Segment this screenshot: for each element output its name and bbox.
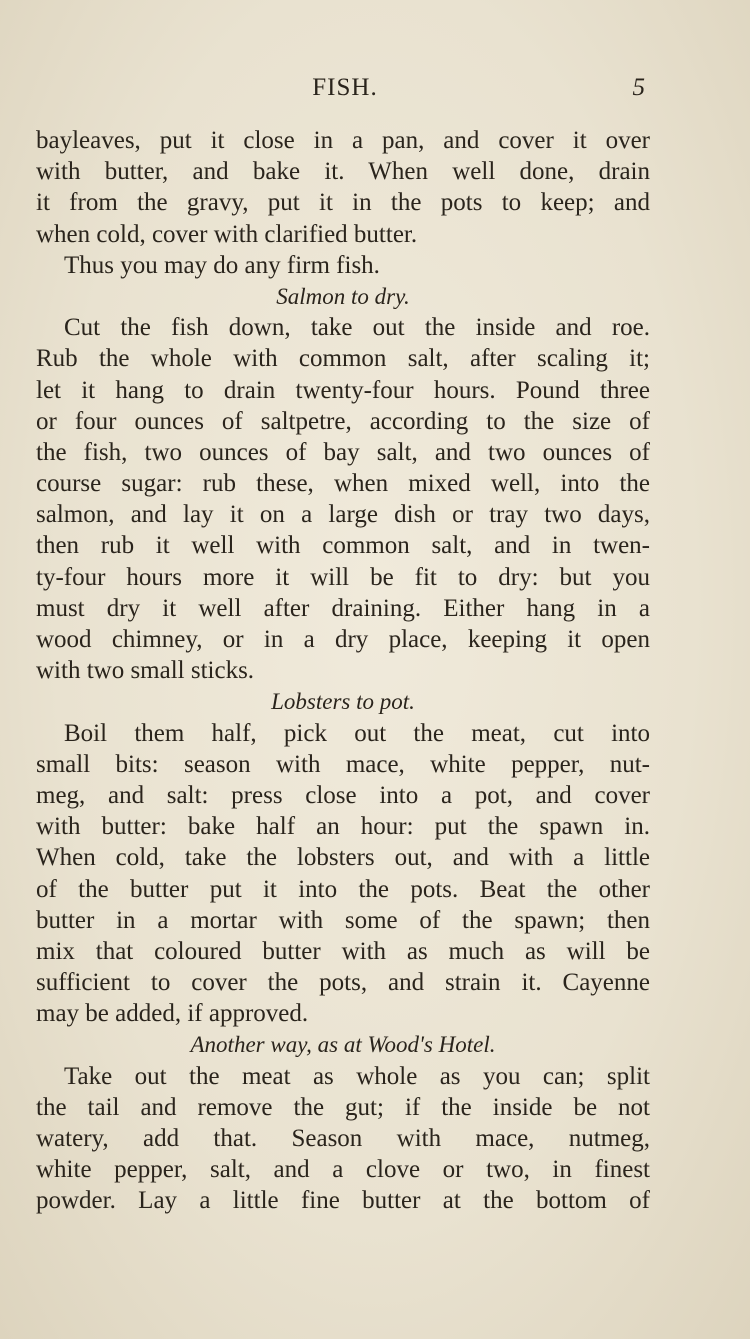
text-line: may be added, if approved.: [36, 1000, 309, 1028]
text-line: watery, add that. Season with mace, nutmeg,: [36, 1125, 650, 1152]
text-line: mix that coloured butter with as much as will be: [36, 937, 650, 965]
text-line: ty-four hours more it will be fit to dry: but you: [36, 563, 650, 591]
text-line: the fish, two ounces of bay salt, and two ounces of: [36, 438, 650, 466]
text-line: meg, and salt: press close into a pot, and cover: [36, 781, 650, 809]
text-line: when cold, cover with clarified butter.: [36, 220, 418, 248]
text-line: it from the gravy, put it in the pots to keep; and: [36, 189, 650, 217]
text-line: with butter: bake half an hour: put the spawn in.: [36, 813, 650, 841]
text-line: with two small sticks.: [36, 657, 255, 685]
text-line: Cut the fish down, take out the inside and roe.: [64, 314, 650, 342]
text-line: wood chimney, or in a dry place, keeping it open: [36, 626, 650, 653]
text-line: Thus you may do any firm fish.: [64, 251, 380, 279]
text-line: or four ounces of saltpetre, according to the size of: [36, 407, 650, 435]
text-line: course sugar: rub these, when mixed well, into the: [36, 470, 650, 498]
text-line: let it hang to drain twenty-four hours. Pound three: [36, 376, 650, 404]
section-heading: Salmon to dry.: [276, 283, 410, 309]
text-line: Boil them half, pick out the meat, cut into: [64, 719, 650, 747]
text-line: butter in a mortar with some of the spawn; then: [36, 906, 650, 934]
text-line: must dry it well after draining. Either hang in a: [36, 594, 650, 622]
text-line: of the butter put it into the pots. Beat the other: [36, 875, 650, 903]
text-line: salmon, and lay it on a large dish or tray two days,: [36, 501, 650, 529]
text-line: small bits: season with mace, white pepper, nut-: [36, 750, 650, 778]
text-line: then rub it well with common salt, and in twen-: [36, 532, 650, 560]
text-line: sufficient to cover the pots, and strain it. Cayenne: [36, 969, 650, 997]
body-text: [36, 125, 650, 1217]
text-line: Take out the meat as whole as you can; split: [64, 1062, 650, 1090]
text-line: When cold, take the lobsters out, and with a little: [36, 844, 650, 872]
text-line: Rub the whole with common salt, after scaling it;: [36, 345, 650, 373]
text-line: with butter, and bake it. When well done, drain: [36, 158, 650, 186]
running-head: FISH.: [312, 74, 378, 101]
page-header: [0, 70, 750, 106]
text-line: white pepper, salt, and a clove or two, in finest: [36, 1156, 650, 1184]
section-heading: Lobsters to pot.: [271, 689, 415, 715]
section-heading: Another way, as at Wood's Hotel.: [190, 1032, 496, 1058]
page-number: 5: [632, 74, 645, 101]
text-line: powder. Lay a little fine butter at the bottom of: [36, 1187, 650, 1215]
text-line: bayleaves, put it close in a pan, and cover it over: [36, 127, 650, 154]
text-line: the tail and remove the gut; if the inside be not: [36, 1093, 650, 1121]
